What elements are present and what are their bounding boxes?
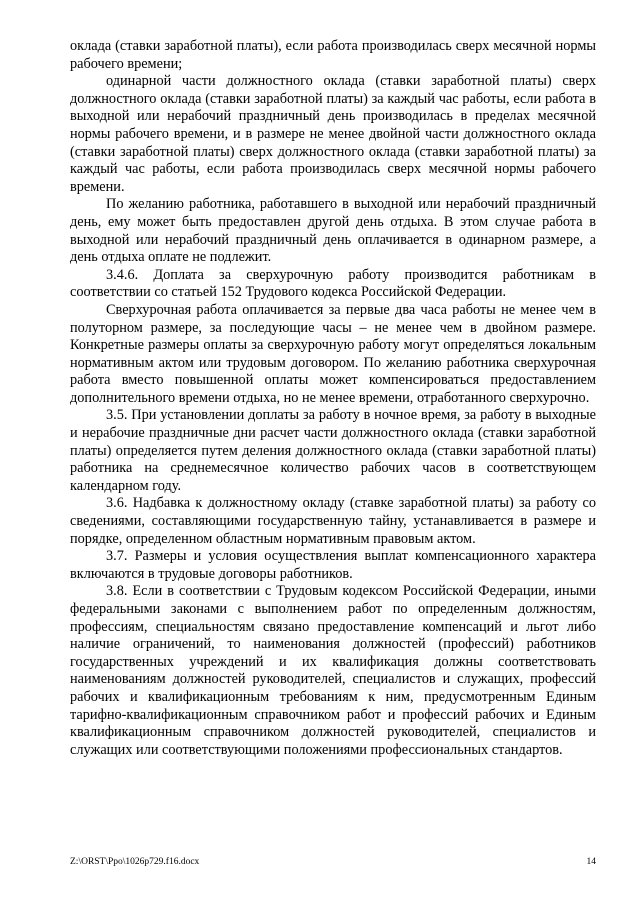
paragraph-3-4-6: 3.4.6. Доплата за сверхурочную работу производится работникам в соответствии со статьей 152 Трудового кодекса Российской Федерации.	[70, 266, 596, 301]
paragraph-3-6: 3.6. Надбавка к должностному окладу (ставке заработной платы) за работу со сведениями, составляющими государственную тайну, устанавливается в размере и порядке, определенном областным нормативным правовым актом.	[70, 495, 596, 547]
paragraph-3-7: 3.7. Размеры и условия осуществления выплат компенсационного характера включаются в трудовые договоры работников.	[70, 548, 596, 582]
document-body	[70, 38, 596, 759]
paragraph-overtime: Сверхурочная работа оплачивается за первые два часа работы не менее чем в полуторном размере, за последующие часы – не менее чем в двойном размере. Конкретные размеры оплаты за сверхурочную работу могут определяться локальным нормативным актом или трудовым договором. По желанию работника сверхурочная работа вместо повышенной оплаты может компенсироваться предоставлением дополнительного времени отдыха, но не менее времени, отработанного сверхурочно.	[70, 301, 596, 406]
paragraph-single-rate: одинарной части должностного оклада (ставки заработной платы) сверх должностного оклада (ставки заработной платы) за каждый час работы, если работа в выходной или нерабочий праздничный день производилась в пределах месячной нормы рабочего времени, и в размере не менее двойной части должностного оклада (ставки заработной платы) сверх должностного оклада (ставки заработной платы) за каждый час работы, если работа производилась сверх месячной нормы рабочего времени.	[70, 73, 596, 195]
footer-file-path: Z:\ORST\Ppo\1026p729.f16.docx	[70, 857, 200, 867]
footer-page-number: 14	[586, 857, 596, 867]
paragraph-3-8: 3.8. Если в соответствии с Трудовым кодексом Российской Федерации, иными федеральными законами с выполнением работ по определенным должностям, профессиям, специальностям связано предоставление компенсаций и льгот либо наличие ограничений, то наименования должностей (профессий) работников государственных учреждений и их квалификация должны соответствовать наименованиям должностей руководителей, специалистов и служащих, профессий рабочих и квалификационным требованиям к ним, предусмотренным Единым тарифно-квалификационным справочником работ и профессий рабочих и Единым квалификационным справочником должностей руководителей, специалистов и служащих или соответствующими положениями профессиональных стандартов.	[70, 583, 596, 758]
paragraph-day-off: По желанию работника, работавшего в выходной или нерабочий праздничный день, ему может быть предоставлен другой день отдыха. В этом случае работа в выходной или нерабочий праздничный день оплачивается в одинарном размере, а день отдыха оплате не подлежит.	[70, 196, 596, 266]
paragraph-continuation: оклада (ставки заработной платы), если работа производилась сверх месячной нормы рабочего времени;	[70, 38, 596, 72]
paragraph-3-5: 3.5. При установлении доплаты за работу в ночное время, за работу в выходные и нерабочие праздничные дни расчет части должностного оклада (ставки заработной платы) определяется путем деления должностного оклада (ставки заработной платы) работника на среднемесячное количество рабочих часов в соответствующем календарном году.	[70, 407, 596, 494]
